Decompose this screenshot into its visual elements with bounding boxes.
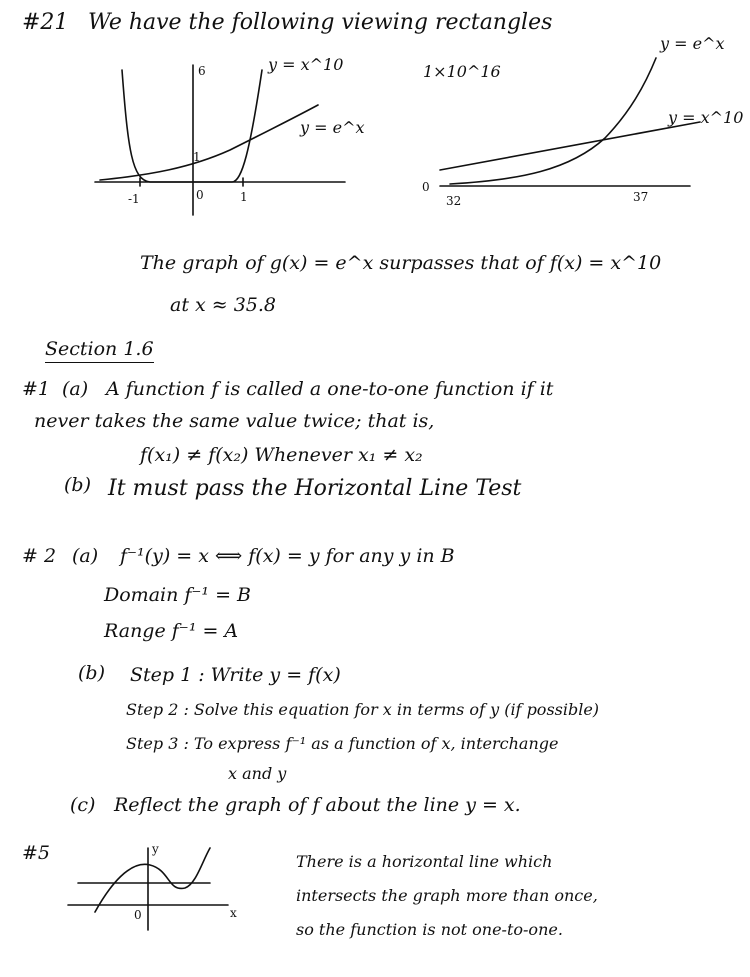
graph2-x-left: 32 bbox=[446, 194, 462, 208]
problem-2a-range: Range f⁻¹ = A bbox=[104, 620, 239, 642]
section-heading bbox=[45, 338, 154, 360]
problem-21-conclusion-line1: The graph of g(x) = e^x surpasses that of f(x) = x^10 bbox=[140, 252, 662, 274]
problem-21-number: #21 bbox=[22, 10, 69, 35]
problem-1a-line1: A function f is called a one-to-one function if it bbox=[106, 378, 554, 400]
problem-2b-step1: Step 1 : Write y = f(x) bbox=[130, 664, 341, 686]
graph1-x10-curve bbox=[122, 70, 262, 182]
problem-1a-label: (a) bbox=[62, 378, 89, 400]
graph1-ex-curve bbox=[100, 105, 318, 180]
graph2-origin: 0 bbox=[422, 180, 430, 194]
problem-2b-step3: Step 3 : To express f⁻¹ as a function of x, interchange bbox=[126, 734, 559, 753]
problem-1a-line2: never takes the same value twice; that is, bbox=[34, 410, 435, 432]
problem-1-number: #1 bbox=[22, 378, 51, 400]
problem-2b-step2: Step 2 : Solve this equation for x in terms of y (if possible) bbox=[126, 700, 600, 719]
problem-21-heading: We have the following viewing rectangles bbox=[88, 10, 553, 35]
problem-2c-text: Reflect the graph of f about the line y = x. bbox=[114, 794, 521, 816]
graph1-origin: 0 bbox=[196, 188, 204, 202]
problem-2a-text: f⁻¹(y) = x ⟺ f(x) = y for any y in B bbox=[120, 545, 455, 567]
problem-21-conclusion-line2: at x ≈ 35.8 bbox=[170, 294, 277, 316]
section-title: Section 1.6 bbox=[45, 338, 154, 363]
problem-5-line3: so the function is not one-to-one. bbox=[296, 920, 563, 939]
graph5-axis-y-label: y bbox=[152, 842, 159, 856]
problem-2-number: # 2 bbox=[22, 545, 57, 567]
graph5-axis-x-label: x bbox=[230, 906, 237, 920]
graph5-origin: 0 bbox=[134, 908, 142, 922]
graph1-tick-left: -1 bbox=[128, 192, 140, 206]
graph1-tick-top: 6 bbox=[198, 64, 206, 78]
problem-5-line2: intersects the graph more than once, bbox=[296, 886, 598, 905]
graph2-x-right: 37 bbox=[633, 190, 649, 204]
problem-1b-label: (b) bbox=[64, 474, 91, 496]
graph2-label-ex: y = e^x bbox=[660, 34, 725, 53]
graph5-curve bbox=[95, 848, 210, 912]
problem-1b-text: It must pass the Horizontal Line Test bbox=[108, 476, 522, 501]
graph1-tick-right: 1 bbox=[240, 190, 248, 204]
graph2-y10-line bbox=[440, 122, 700, 170]
graph1-label-y10: y = x^10 bbox=[268, 55, 344, 74]
graph2-label-y10: y = x^10 bbox=[668, 108, 744, 127]
problem-2b-label: (b) bbox=[78, 662, 105, 684]
problem-1a-formula: f(x₁) ≠ f(x₂) Whenever x₁ ≠ x₂ bbox=[140, 444, 423, 466]
problem-5-number: #5 bbox=[22, 842, 51, 864]
graph1-tick-one: 1 bbox=[193, 150, 201, 164]
problem-2a-label: (a) bbox=[72, 545, 99, 567]
graph2-label-top: 1×10^16 bbox=[423, 62, 501, 81]
problem-2b-step3-cont: x and y bbox=[228, 764, 287, 783]
problem-2c-label: (c) bbox=[70, 794, 96, 816]
graph1-label-ex: y = e^x bbox=[300, 118, 365, 137]
problem-2a-domain: Domain f⁻¹ = B bbox=[104, 584, 252, 606]
problem-5-line1: There is a horizontal line which bbox=[296, 852, 553, 871]
